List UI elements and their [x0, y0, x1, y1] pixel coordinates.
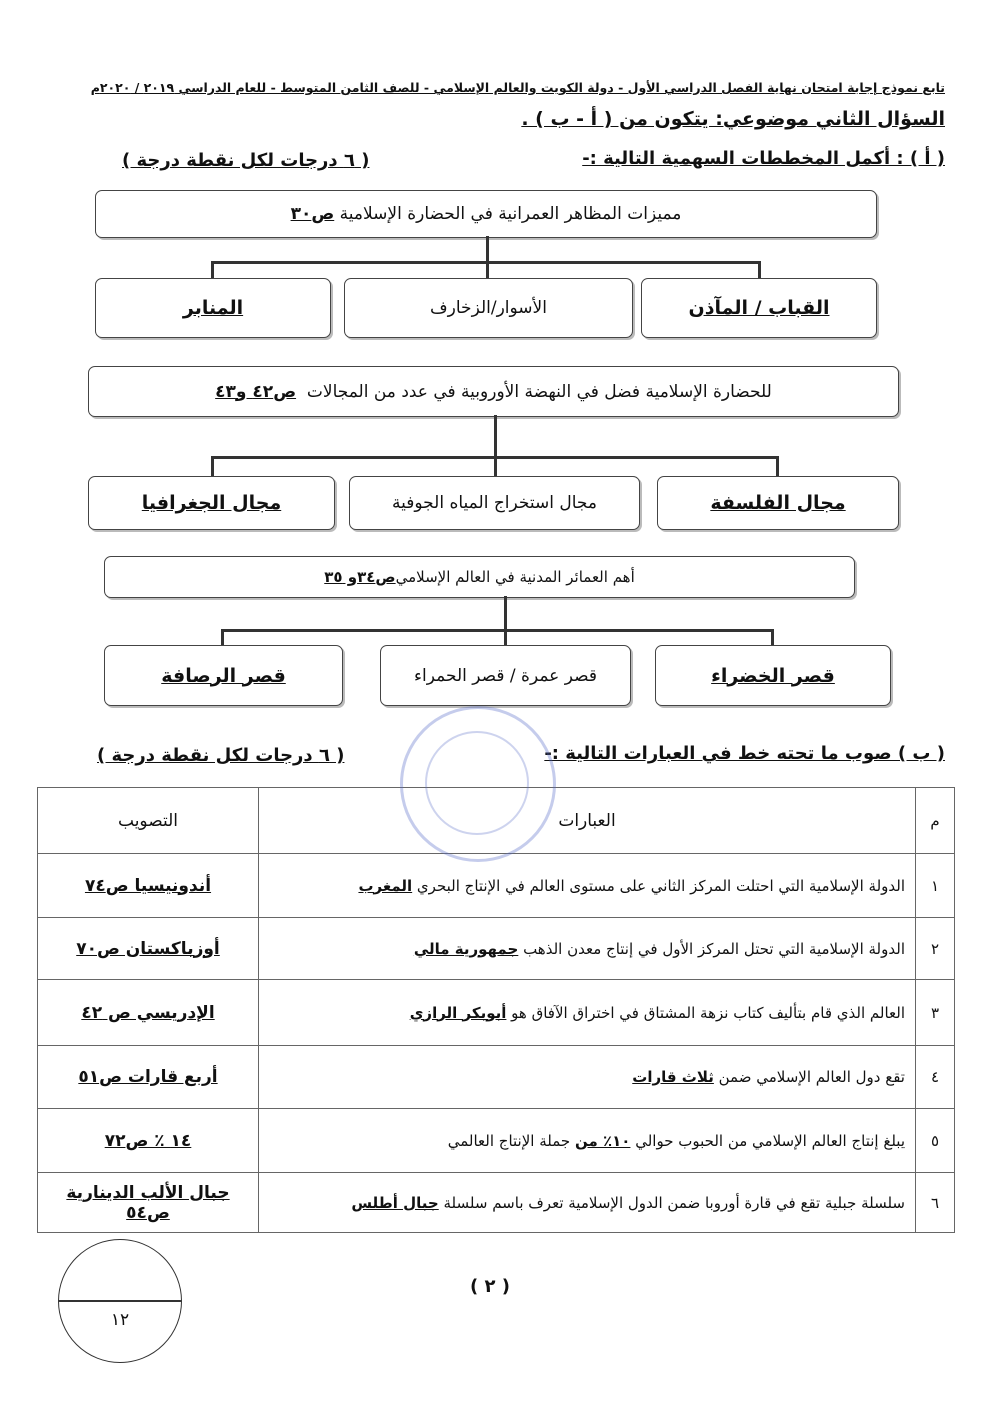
part-b-points: ( ٦ درجات لكل نقطة درجة )	[97, 745, 345, 766]
score-circle	[58, 1239, 182, 1363]
connector	[758, 261, 761, 278]
row-number: ٢	[916, 918, 955, 980]
statement-text-end: جملة الإنتاج العالمي	[447, 1131, 575, 1150]
connector	[494, 415, 497, 457]
row-number: ٤	[916, 1046, 955, 1109]
statement-text: يبلغ إنتاج العالم الإسلامي من الحبوب حوالي	[630, 1131, 905, 1150]
score-value: ١٢	[110, 1310, 130, 1330]
statement-text: العالم الذي قام بتأليف كتاب نزهة المشتاق في اختراق الآفاق هو	[506, 1003, 905, 1022]
part-b-title	[544, 743, 945, 764]
diagram-2-ref: ص٤٢ و٤٣	[215, 381, 297, 402]
diagram-2-item: مجال الجغرافيا	[88, 476, 335, 530]
header-statement: العبارات	[259, 788, 916, 854]
connector	[494, 456, 497, 476]
score-divider	[59, 1300, 181, 1302]
diagram-1-title: مميزات المظاهر العمرانية في الحضارة الإسلامية	[339, 204, 682, 224]
part-a-title	[582, 148, 945, 169]
diagram-3-item: قصر عمرة / قصر الحمراء	[380, 645, 631, 706]
diagram-3-ref: ص٣٤و ٣٥	[324, 568, 396, 586]
underlined-term: ١٠٪ من	[574, 1131, 631, 1150]
underlined-term: جمهورية مالي	[413, 939, 519, 958]
part-a-title-text: ( أ ) : أكمل المخططات السهمية التالية :-	[582, 148, 945, 169]
table-row	[38, 1173, 955, 1233]
table-row	[38, 1046, 955, 1109]
connector	[486, 236, 489, 262]
row-number: ١	[916, 854, 955, 918]
row-correction: الإدريسي ص ٤٢	[38, 980, 259, 1046]
row-statement	[259, 854, 916, 918]
table-row	[38, 918, 955, 980]
row-correction: أندونيسيا ص٧٤	[38, 854, 259, 918]
connector	[771, 629, 774, 645]
table-row	[38, 980, 955, 1046]
diagram-2-item: مجال استخراج المياه الجوفية	[349, 476, 640, 530]
connector	[486, 261, 489, 278]
underlined-term: ثلاث قارات	[632, 1068, 714, 1086]
diagram-1-ref: ص٣٠	[290, 204, 335, 224]
connector	[211, 456, 214, 476]
diagram-1-item: القباب / المآذن	[641, 278, 877, 338]
diagram-3-item: قصر الخضراء	[655, 645, 891, 706]
row-correction: أربع قارات ص٥١	[38, 1046, 259, 1109]
underlined-term: المغرب	[358, 876, 413, 895]
table-row	[38, 854, 955, 918]
row-number: ٣	[916, 980, 955, 1046]
row-number: ٥	[916, 1109, 955, 1173]
row-correction: أوزباكستان ص٧٠	[38, 918, 259, 980]
connector	[504, 596, 507, 630]
page-number: ( ٢ )	[470, 1276, 510, 1297]
diagram-3-title-box	[104, 556, 855, 598]
row-correction: ١٤ ٪ ص٧٢	[38, 1109, 259, 1173]
question-title: السؤال الثاني موضوعي: يتكون من ( أ - ب ) .	[521, 108, 945, 130]
diagram-2-title-box	[88, 366, 899, 417]
diagram-3-title: أهم العمائر المدنية في العالم الإسلامي	[395, 568, 635, 586]
row-statement	[259, 1173, 916, 1233]
part-b-title-text: ( ب ) صوب ما تحته خط في العبارات التالية :-	[544, 743, 945, 764]
diagram-2-title: للحضارة الإسلامية فضل في النهضة الأوروبية في عدد من المجالات	[306, 381, 772, 402]
diagram-1-item: الأسوار/الزخارف	[344, 278, 633, 338]
connector	[221, 629, 224, 645]
statement-text: تقع دول العالم الإسلامي ضمن	[713, 1068, 905, 1086]
page-header: تابع نموذج إجابة امتحان نهاية الفصل الدراسي الأول - دولة الكويت والعالم الإسلامي - للصف الثامن المتوسط - للعام الدراسي ٢٠١٩ / ٢٠٢٠م	[90, 80, 945, 95]
underlined-term: جبال أطلس	[351, 1193, 439, 1212]
underlined-term: أبوبكر الرازي	[409, 1003, 507, 1022]
diagram-3-item: قصر الرصافة	[104, 645, 343, 706]
connector	[222, 629, 774, 632]
row-statement	[259, 980, 916, 1046]
connector	[211, 261, 214, 278]
statement-text: الدولة الإسلامية التي تحتل المركز الأول في إنتاج معدن الذهب	[518, 939, 905, 958]
diagram-2-item: مجال الفلسفة	[657, 476, 899, 530]
statement-text: سلسلة جبلية تقع في قارة أوروبا ضمن الدول الإسلامية تعرف باسم سلسلة	[438, 1193, 905, 1212]
part-a-points: ( ٦ درجات لكل نقطة درجة )	[122, 150, 370, 171]
row-correction: جبال الألب الدينارية ص٥٤	[38, 1173, 259, 1233]
header-num: م	[916, 788, 955, 854]
row-statement	[259, 1109, 916, 1173]
statement-text: الدولة الإسلامية التي احتلت المركز الثاني على مستوى العالم في الإنتاج البحري	[412, 876, 905, 895]
diagram-1-title-box	[95, 190, 877, 238]
row-number: ٦	[916, 1173, 955, 1233]
header-correction: التصويب	[38, 788, 259, 854]
row-statement	[259, 918, 916, 980]
connector	[776, 456, 779, 476]
connector	[504, 629, 507, 645]
diagram-1-item: المنابر	[95, 278, 331, 338]
table-row	[38, 1109, 955, 1173]
official-stamp-inner	[425, 731, 529, 835]
row-statement	[259, 1046, 916, 1109]
